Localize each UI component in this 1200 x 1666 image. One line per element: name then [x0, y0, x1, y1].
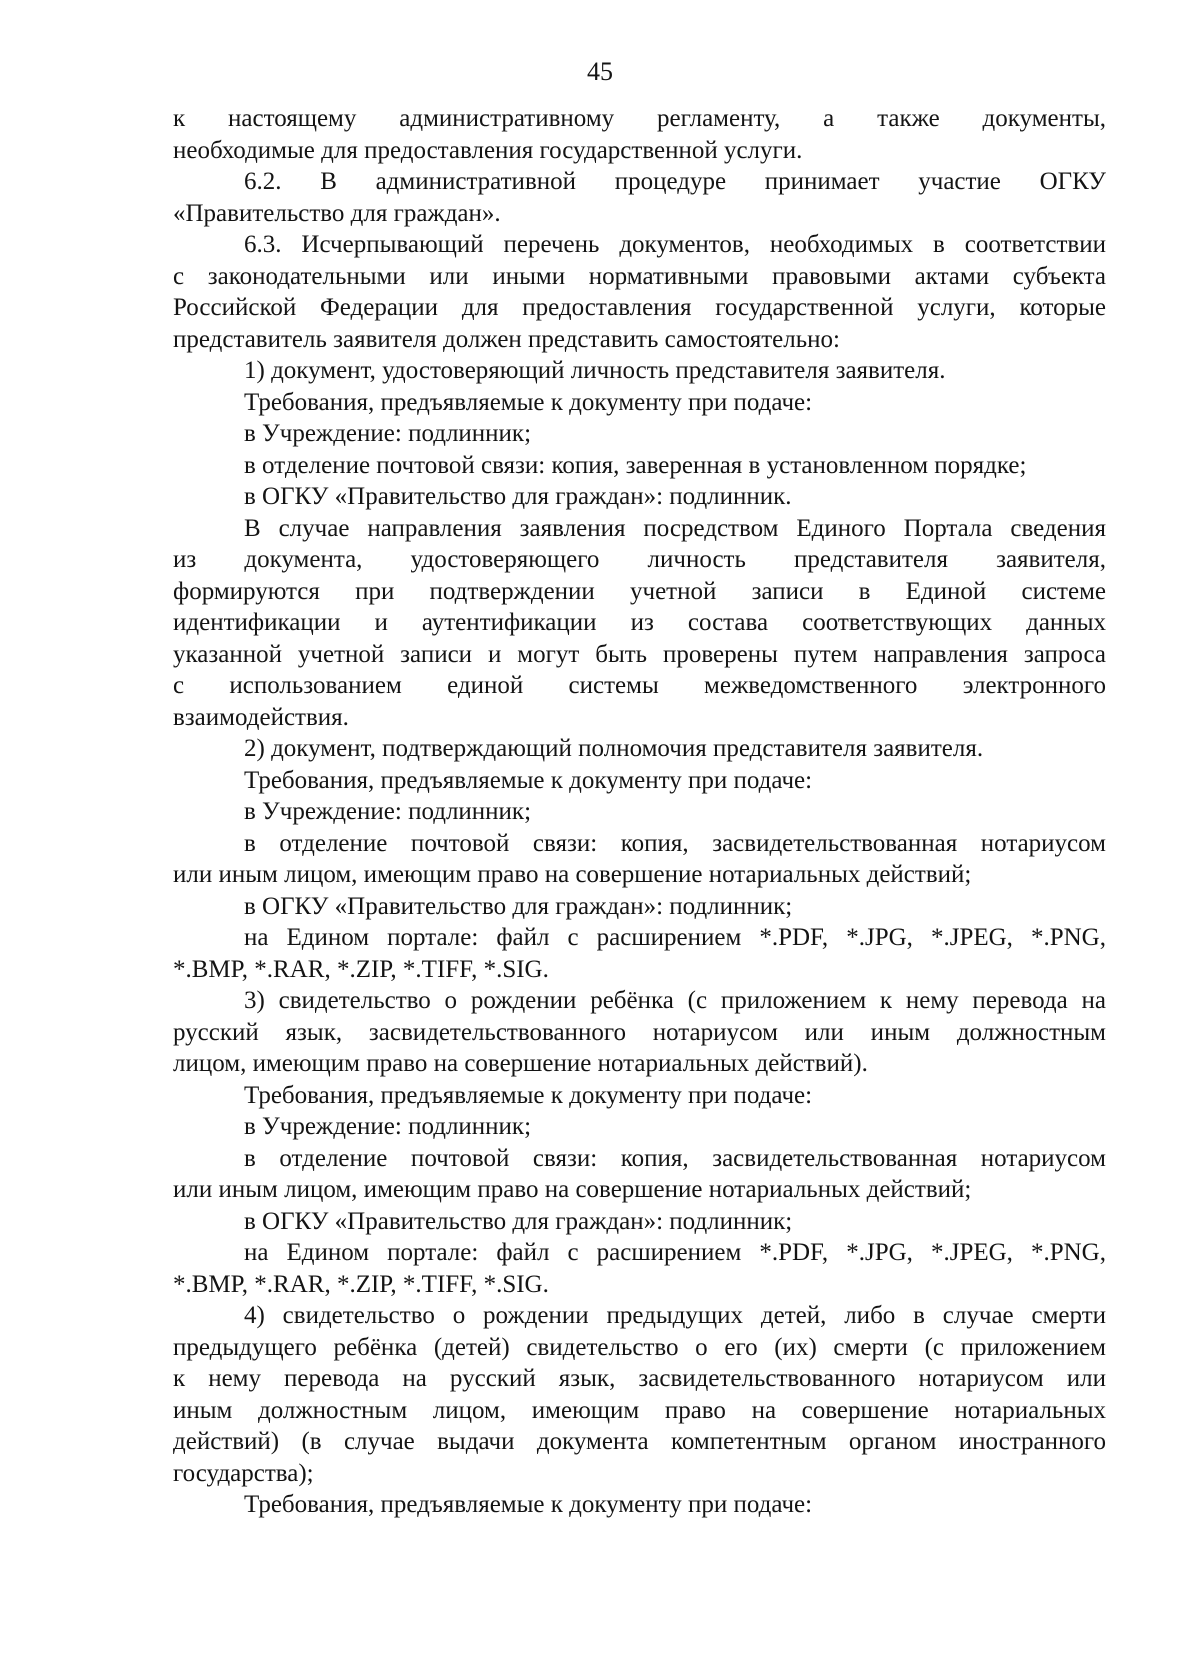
text-line: государства);: [173, 1459, 314, 1487]
text-line: 4) свидетельство о рождении предыдущих детей, либо в случае смерти: [244, 1302, 1106, 1329]
text-line: *.BMP, *.RAR, *.ZIP, *.TIFF, *.SIG.: [173, 955, 549, 983]
text-line: русский язык, засвидетельствованного нотариусом или иным должностным: [173, 1018, 1106, 1046]
text-line: с законодательными или иными нормативными правовыми актами субъекта: [173, 262, 1106, 290]
text-line: в отделение почтовой связи: копия, засвидетельствованная нотариусом: [244, 1144, 1106, 1172]
text-line: «Правительство для граждан».: [173, 199, 501, 227]
document-1-requirement: в отделение почтовой связи: копия, заверенная в установленном порядке;: [244, 451, 1027, 479]
document-2-requirement: в ОГКУ «Правительство для граждан»: подлинник;: [244, 892, 793, 920]
document-3-requirement: в ОГКУ «Правительство для граждан»: подлинник;: [244, 1207, 793, 1235]
text-line: лицом, имеющим право на совершение нотариальных действий).: [173, 1050, 868, 1077]
document-4-requirements-title: Требования, предъявляемые к документу при подаче:: [244, 1491, 813, 1518]
text-line: или иным лицом, имеющим право на совершение нотариальных действий;: [173, 861, 972, 888]
text-line: к нему перевода на русский язык, засвидетельствованного нотариусом или: [173, 1365, 1106, 1392]
intro-paragraph: [173, 103, 1106, 166]
text-line: иным должностным лицом, имеющим право на совершение нотариальных: [173, 1396, 1106, 1424]
text-line: в отделение почтовой связи: копия, засвидетельствованная нотариусом: [244, 829, 1106, 857]
text-line: *.BMP, *.RAR, *.ZIP, *.TIFF, *.SIG.: [173, 1270, 549, 1298]
section-6-2-paragraph: [173, 166, 1106, 229]
text-line: представитель заявителя должен представить самостоятельно:: [173, 325, 840, 353]
document-2-title: 2) документ, подтверждающий полномочия представителя заявителя.: [244, 735, 984, 762]
document-3-requirement: [173, 1237, 1106, 1300]
document-2-requirement: в Учреждение: подлинник;: [244, 798, 532, 825]
section-6-3-paragraph: [173, 229, 1106, 355]
text-line: 3) свидетельство о рождении ребёнка (с приложением к нему перевода на: [244, 987, 1106, 1014]
text-line: взаимодействия.: [173, 703, 349, 731]
text-line: указанной учетной записи и могут быть проверены путем направления запроса: [173, 640, 1106, 668]
document-1-requirement: в ОГКУ «Правительство для граждан»: подлинник.: [244, 483, 792, 510]
text-line: с использованием единой системы межведомственного электронного: [173, 672, 1106, 699]
text-line: к настоящему административному регламенту, а также документы,: [173, 105, 1106, 132]
document-body: [173, 103, 1106, 1521]
text-line: идентификации и аутентификации из состава соответствующих данных: [173, 609, 1106, 636]
text-line: или иным лицом, имеющим право на совершение нотариальных действий;: [173, 1176, 972, 1203]
text-line: Российской Федерации для предоставления государственной услуги, которые: [173, 294, 1106, 321]
document-3-requirement: в Учреждение: подлинник;: [244, 1113, 532, 1140]
text-line: предыдущего ребёнка (детей) свидетельство о его (их) смерти (с приложением: [173, 1333, 1106, 1361]
document-2-requirement: [173, 828, 1106, 891]
text-line: В случае направления заявления посредством Единого Портала сведения: [244, 514, 1106, 542]
text-line: действий) (в случае выдачи документа компетентным органом иностранного: [173, 1428, 1106, 1455]
text-line: из документа, удостоверяющего личность представителя заявителя,: [173, 546, 1106, 573]
document-3-requirements-title: Требования, предъявляемые к документу при подаче:: [244, 1081, 813, 1109]
document-3-requirement: [173, 1143, 1106, 1206]
document-1-title: 1) документ, удостоверяющий личность представителя заявителя.: [244, 357, 946, 384]
text-line: на Едином портале: файл с расширением *.PDF, *.JPG, *.JPEG, *.PNG,: [244, 924, 1106, 951]
document-2-requirements-title: Требования, предъявляемые к документу при подаче:: [244, 766, 813, 794]
document-4-title: [173, 1300, 1106, 1489]
page-number: 45: [587, 57, 613, 86]
portal-information-paragraph: [173, 513, 1106, 734]
document-2-requirement: [173, 922, 1106, 985]
text-line: необходимые для предоставления государственной услуги.: [173, 136, 803, 164]
document-1-requirement: в Учреждение: подлинник;: [244, 420, 532, 447]
text-line: 6.2. В административной процедуре принимает участие ОГКУ: [244, 168, 1106, 195]
text-line: на Едином портале: файл с расширением *.PDF, *.JPG, *.JPEG, *.PNG,: [244, 1239, 1106, 1266]
document-1-requirements-title: Требования, предъявляемые к документу при подаче:: [244, 388, 813, 416]
document-3-title: [173, 985, 1106, 1080]
text-line: 6.3. Исчерпывающий перечень документов, необходимых в соответствии: [244, 231, 1106, 258]
text-line: формируются при подтверждении учетной записи в Единой системе: [173, 577, 1106, 605]
